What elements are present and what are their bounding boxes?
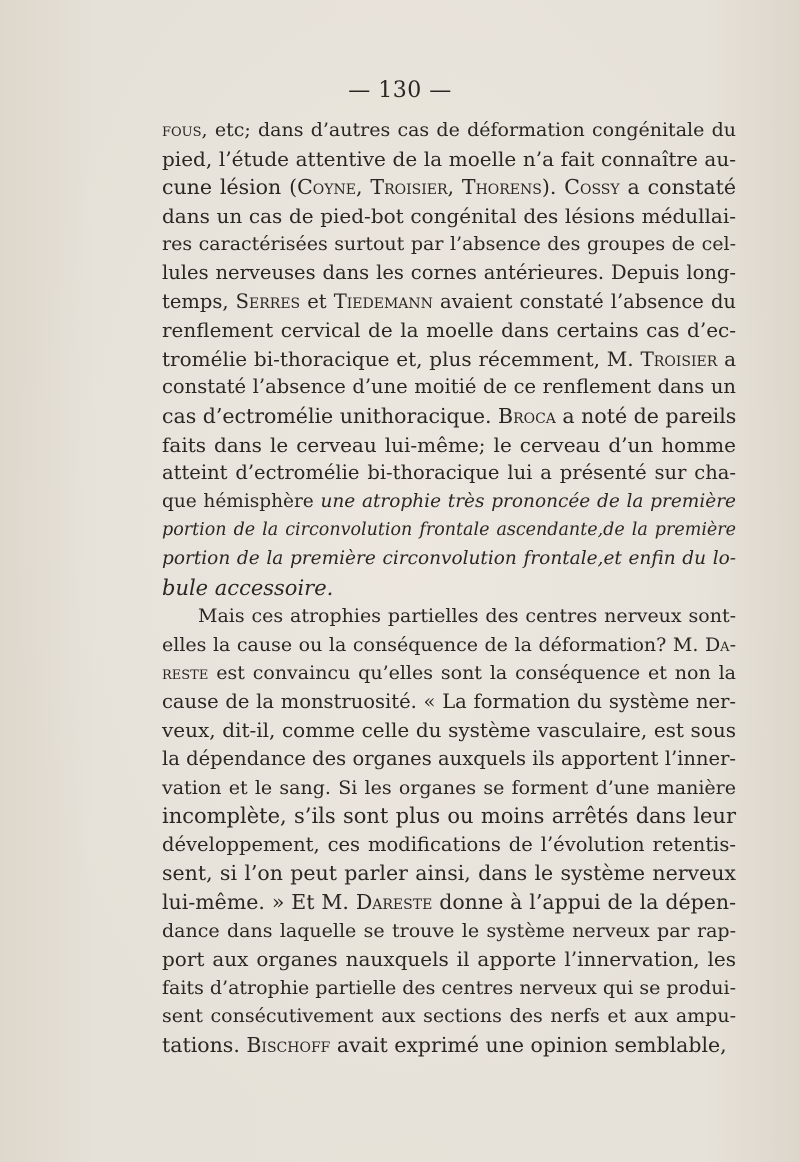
text-run: et	[300, 289, 334, 313]
text-run: ).	[541, 175, 565, 200]
text-run: a constaté	[619, 175, 736, 200]
author-name: Troisier	[640, 346, 718, 371]
text-run: avaient constaté l’absence du	[432, 289, 736, 313]
text-run: sent consécutivement aux sections des nerfs et aux ampu-	[162, 1005, 736, 1028]
text-line	[162, 288, 736, 317]
text-run: donne à l’appui de la dépen-	[432, 890, 737, 915]
text-line	[162, 488, 736, 517]
text-line	[162, 716, 736, 745]
text-run: res caractérisées surtout par l’absence des groupes de cel-	[162, 233, 736, 256]
text-run: sent, si l’on peut parler ainsi, dans le système nerveux	[162, 861, 736, 886]
text-run: lules nerveuses dans les cornes antérieures. Depuis long-	[162, 260, 736, 284]
text-run: renflement cervical de la moelle dans certains cas d’ec-	[162, 318, 736, 343]
author-name: Coyne	[297, 175, 356, 200]
text-run: faits d’atrophie partielle des centres nerveux qui se produi-	[162, 976, 737, 999]
text-line	[162, 802, 736, 831]
text-run: tations.	[162, 1033, 247, 1057]
text-line	[162, 373, 736, 402]
text-line	[162, 688, 736, 717]
text-line	[162, 402, 736, 431]
text-run: la dépendance des organes auxquels ils apportent l’inner-	[162, 747, 736, 771]
text-run: ,	[355, 175, 371, 200]
text-line	[162, 230, 736, 259]
text-line	[162, 516, 736, 545]
text-run: pied, l’étude attentive de la moelle n’a fait connaître au-	[162, 146, 736, 171]
text-line	[162, 831, 736, 860]
text-run: port aux organes nauxquels il apporte l’innervation, les	[162, 947, 736, 972]
text-run: atteint d’ectromélie bi-thoracique lui a présenté sur cha-	[162, 461, 736, 485]
author-name: Da-	[704, 633, 736, 656]
text-line	[162, 145, 736, 174]
text-line	[162, 888, 736, 917]
text-run: tromélie bi-thoracique et, plus récemment, M.	[162, 346, 641, 371]
italic-text: portion de la circonvolution frontale ascendante,de la première	[162, 520, 736, 541]
text-line	[162, 316, 736, 345]
text-run: lui-même. » Et M.	[162, 890, 356, 915]
text-line	[162, 745, 736, 774]
text-run: avait exprimé une opinion semblable,	[330, 1033, 727, 1057]
text-run: dance dans laquelle se trouve le système nerveux par rap-	[162, 919, 736, 942]
text-line	[162, 631, 736, 660]
text-line	[162, 974, 736, 1003]
text-run: , etc; dans d’autres cas de déformation congénitale du	[201, 119, 736, 141]
text-run: dans un cas de pied-bot congénital des lésions médullai-	[162, 203, 736, 228]
text-line	[162, 459, 736, 488]
text-line	[162, 774, 736, 803]
author-name: fous	[162, 119, 202, 141]
author-name: Bischoff	[246, 1033, 331, 1057]
text-line	[162, 1002, 736, 1031]
text-run: que hémisphère	[162, 490, 321, 512]
text-line	[162, 945, 736, 974]
author-name: Tiedemann	[333, 289, 433, 313]
author-name: Broca	[498, 403, 556, 428]
author-name: Troisier	[370, 175, 448, 200]
text-run: temps,	[162, 289, 236, 313]
italic-text: portion de la première circonvolution frontale,et enfin du lo-	[162, 547, 736, 569]
italic-text: bule accessoire.	[162, 575, 334, 600]
text-run: a noté de pareils	[555, 403, 737, 428]
text-line	[162, 574, 736, 603]
page-number: — 130 —	[348, 78, 452, 103]
text-line	[162, 859, 736, 888]
text-run: veux, dit-il, comme celle du système vasculaire, est sous	[162, 718, 736, 743]
text-run: ,	[447, 175, 462, 200]
text-line	[162, 545, 736, 574]
text-line	[162, 345, 736, 374]
text-line	[162, 917, 736, 946]
text-run: vation et le sang. Si les organes se forment d’une manière	[162, 776, 736, 799]
text-line	[162, 659, 736, 688]
author-name: Dareste	[355, 890, 433, 915]
author-name: Serres	[235, 289, 301, 313]
text-run: Mais ces atrophies partielles des centres nerveux sont-	[198, 605, 736, 628]
text-run: développement, ces modifications de l’évolution retentis-	[162, 832, 736, 856]
text-line	[162, 1031, 736, 1060]
italic-text: une atrophie très prononcée de la première	[320, 490, 736, 512]
text-run: faits dans le cerveau lui-même; le cerveau d’un homme	[162, 432, 736, 457]
text-run: elles la cause ou la conséquence de la déformation? M.	[162, 633, 705, 656]
text-line	[162, 431, 736, 460]
text-run: est convaincu qu’elles sont la conséquence et non la	[208, 662, 736, 685]
text-line	[162, 202, 736, 231]
text-run: cune lésion (	[162, 175, 298, 200]
text-run: cause de la monstruosité. « La formation du système ner-	[162, 689, 736, 713]
text-run: constaté l’absence d’une moitié de ce renflement dans un	[162, 375, 736, 399]
author-name: Thorens	[461, 175, 542, 200]
author-name: Cossy	[564, 175, 620, 200]
text-line	[162, 116, 736, 145]
body-text	[162, 116, 736, 1060]
text-run: incomplète, s’ils sont plus ou moins arrêtés dans leur	[162, 804, 736, 829]
text-line	[162, 602, 736, 631]
text-run: cas d’ectromélie unithoracique.	[162, 403, 498, 428]
text-line	[162, 173, 736, 202]
text-line	[162, 259, 736, 288]
text-run: a	[717, 346, 737, 371]
author-name: reste	[162, 662, 209, 685]
